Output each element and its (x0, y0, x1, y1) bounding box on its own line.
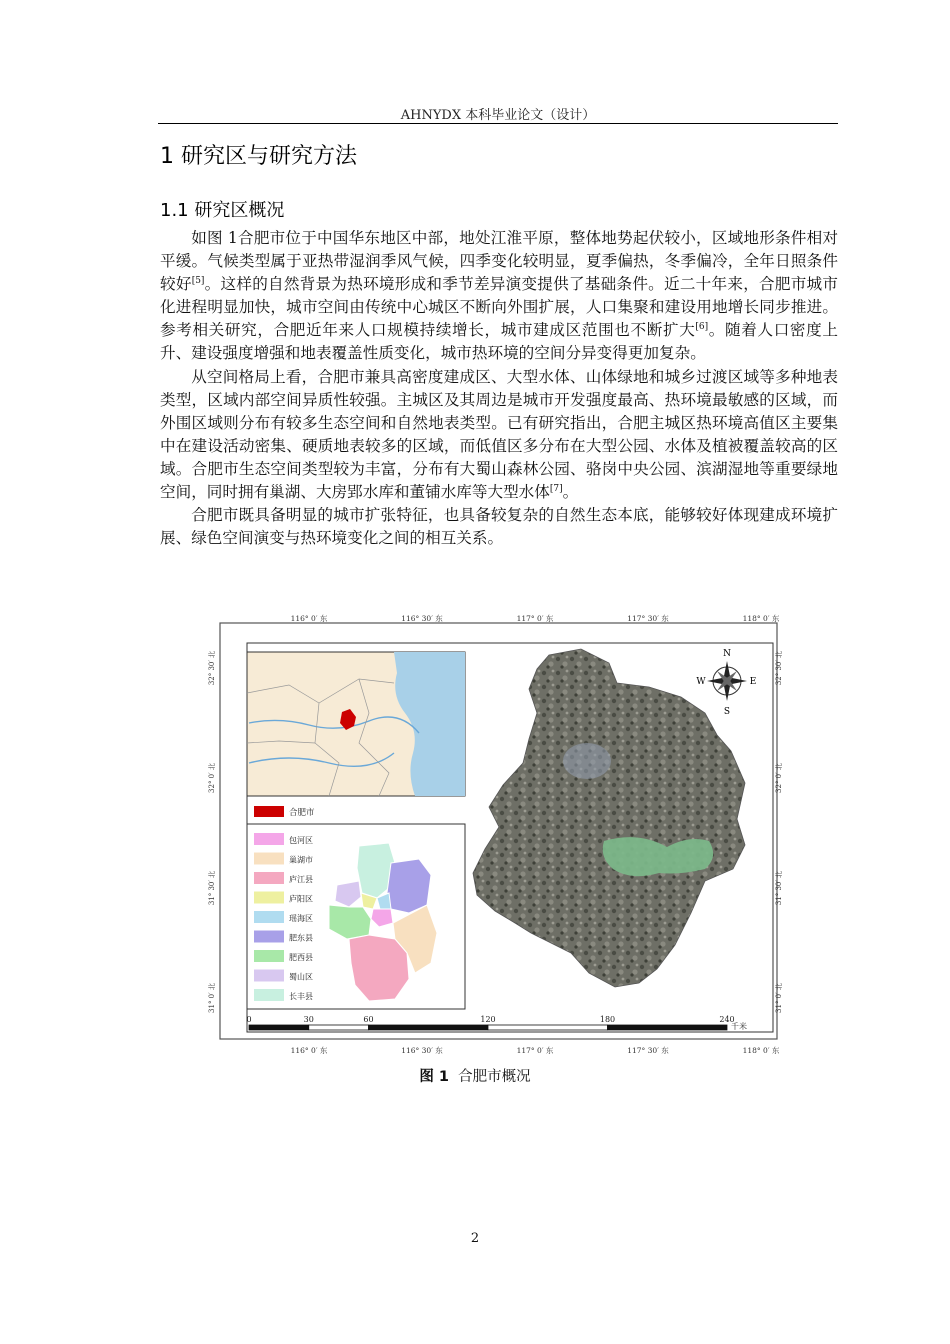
district-swatch (254, 911, 284, 923)
top-tick-5: 118° 0′ 东 (742, 614, 780, 623)
subsection-title: 1.1 研究区概况 (160, 200, 285, 221)
scale-segment (249, 1025, 309, 1030)
left-tick-4: 31° 0′ 北 (208, 983, 216, 1013)
right-tick-3: 31° 30′ 北 (775, 870, 783, 906)
left-tick-1: 32° 30′ 北 (208, 650, 216, 686)
top-tick-labels (291, 613, 780, 623)
hefei-legend-swatch (254, 806, 284, 817)
district-label: 蜀山区 (289, 972, 313, 982)
chaohu-lake (603, 837, 713, 876)
body-text (160, 227, 838, 550)
citation-6: [6] (695, 322, 709, 333)
district-label: 庐阳区 (289, 894, 313, 904)
paragraph-3 (160, 504, 838, 550)
compass-e: E (749, 677, 757, 687)
paragraph-1-text-b: 。这样的自然背景为热环境形成和季节差异演变提供了基础条件。近二十年来，合肥市城市化进程明显加快，城市空间由传统中心城区不断向外围扩展，人口集聚和建设用地增长同步推进。参考相关研究，合肥近年来人口规模持续增长，城市建成区范围也不断扩大 (160, 275, 838, 340)
top-tick-3: 117° 0′ 东 (516, 614, 554, 623)
district-label: 巢湖市 (289, 855, 313, 865)
top-tick-1: 116° 0′ 东 (290, 614, 328, 623)
paragraph-2-text-b: 。 (562, 483, 579, 502)
hefei-legend-label: 合肥市 (289, 808, 315, 818)
scale-segment (309, 1025, 369, 1030)
bottom-tick-3: 117° 0′ 东 (516, 1046, 554, 1055)
figure-caption (0, 1065, 950, 1086)
right-tick-2: 32° 0′ 北 (775, 763, 783, 793)
scale-label: 60 (363, 1015, 374, 1024)
header-rule (158, 123, 838, 124)
scale-segment (488, 1025, 608, 1030)
scale-label: 0 (246, 1015, 252, 1024)
bottom-tick-labels (291, 1045, 780, 1055)
scale-label: 120 (480, 1015, 496, 1024)
compass-s: S (723, 707, 731, 717)
district-swatch (254, 872, 284, 884)
district-label: 肥东县 (289, 933, 313, 943)
scale-unit: 千米 (731, 1022, 747, 1031)
district-label: 肥西县 (289, 953, 313, 962)
citation-5: [5] (191, 276, 205, 286)
district-label: 长丰县 (289, 992, 313, 1001)
scale-label: 30 (303, 1015, 314, 1024)
scale-label: 180 (599, 1015, 616, 1024)
bottom-tick-2: 116° 30′ 东 (401, 1046, 443, 1055)
district-swatch (254, 950, 284, 962)
district-swatch (254, 853, 284, 865)
inset-locator-map (247, 652, 465, 796)
district-label: 庐江县 (289, 875, 313, 884)
bottom-tick-4: 117° 30′ 东 (627, 1046, 669, 1055)
district-label: 瑶海区 (289, 914, 313, 923)
right-tick-4: 31° 0′ 北 (775, 983, 783, 1013)
paragraph-3-text: 合肥市既具备明显的城市扩张特征，也具备较复杂的自然生态本底，能够较好体现建成环境扩展、绿色空间演变与热环境变化之间的相互关系。 (160, 506, 838, 548)
district-legend (254, 833, 313, 1001)
left-tick-3: 31° 30′ 北 (208, 870, 216, 906)
compass-n: N (723, 649, 731, 659)
left-tick-labels (207, 651, 216, 1013)
citation-7: [7] (549, 483, 563, 494)
paragraph-2 (160, 366, 838, 505)
paragraph-1 (160, 227, 838, 366)
district-feidong (387, 859, 431, 913)
district-swatch (254, 931, 284, 943)
right-tick-1: 32° 30′ 北 (775, 650, 783, 686)
bottom-tick-1: 116° 0′ 东 (290, 1046, 328, 1055)
scale-label: 240 (719, 1015, 735, 1024)
top-tick-4: 117° 30′ 东 (627, 614, 669, 623)
district-label: 包河区 (289, 836, 313, 845)
district-swatch (254, 892, 284, 904)
caption-text: 合肥市概况 (458, 1069, 531, 1085)
paragraph-1-text-c: 。随着人口密度上升、建设强度增强和地表覆盖性质变化，城市热环境的空间分异变得更加复杂。 (160, 321, 838, 363)
paragraph-2-text-a: 从空间格局上看，合肥市兼具高密度建成区、大型水体、山体绿地和城乡过渡区域等多种地表类型，区域内部空间异质性较强。主城区及其周边是城市开发强度最高、热环境最敏感的区域，而外围区域则分布有较多生态空间和自然地表类型。已有研究指出，合肥主城区热环境高值区主要集中在建设活动密集、硬质地表较多的区域，而低值区多分布在大型公园、水体及植被覆盖较高的区域。合肥市生态空间类型较为丰富，分布有大蜀山森林公园、骆岗中央公园、滨湖湿地等重要绿地空间，同时拥有巢湖、大房郢水库和董铺水库等大型水体 (160, 367, 838, 502)
running-header: AHNYDX 本科毕业论文（设计） (400, 108, 596, 123)
figure-hefei-overview (208, 613, 784, 1058)
scale-segment (369, 1025, 489, 1030)
urban-core (563, 743, 611, 779)
scale-segment (608, 1025, 728, 1030)
bottom-tick-5: 118° 0′ 东 (742, 1046, 780, 1055)
page-number: 2 (470, 1231, 480, 1246)
district-swatch (254, 989, 284, 1001)
paragraph-1-text-a: 如图 1合肥市位于中国华东地区中部，地处江淮平原，整体地势起伏较小，区域地形条件相对平缓。气候类型属于亚热带湿润季风气候，四季变化较明显，夏季偏热，冬季偏冷，全年日照条件较好 (160, 229, 838, 294)
section-title: 1 研究区与研究方法 (160, 144, 357, 169)
district-swatch (254, 970, 284, 982)
district-swatch (254, 833, 284, 845)
caption-label: 图 1 (419, 1069, 449, 1085)
left-tick-2: 32° 0′ 北 (208, 763, 216, 793)
map-figure (208, 613, 784, 1058)
top-tick-2: 116° 30′ 东 (401, 614, 443, 623)
compass-w: W (696, 677, 706, 687)
